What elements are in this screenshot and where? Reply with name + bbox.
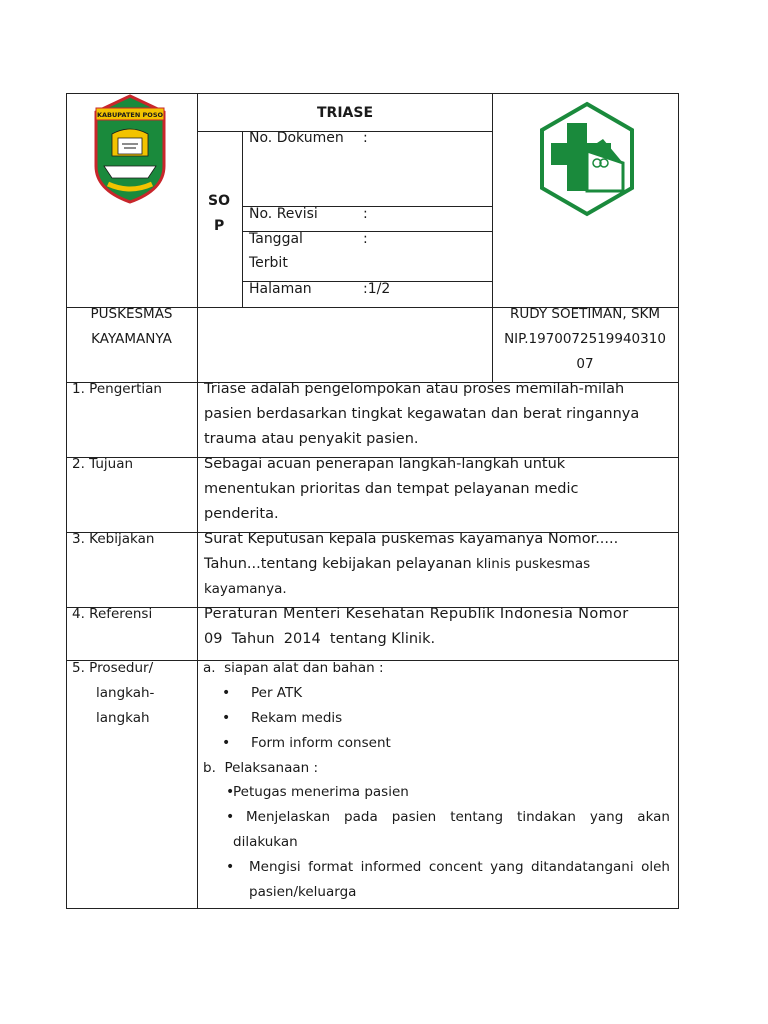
table-border <box>66 93 67 909</box>
table-border <box>678 93 679 909</box>
list-item: Per ATK <box>251 685 303 701</box>
list-item-continuation: dilakukan <box>233 834 298 850</box>
list-item: Form inform consent <box>251 735 391 751</box>
list-item-continuation: pasien/keluarga <box>249 884 357 900</box>
section-label-tujuan: 2. Tujuan <box>72 456 134 472</box>
org-name: PUSKESMAS <box>90 306 173 322</box>
sop-label: P <box>214 218 225 234</box>
section-text-kebijakan-part: Tahun...tentang kebijakan pelayanan <box>204 556 472 572</box>
table-border <box>66 908 678 909</box>
section-text-referensi: 09 Tahun 2014 tentang Klinik. <box>204 631 436 647</box>
section-text-kebijakan: kayamanya. <box>204 581 287 597</box>
field-label-halaman: Halaman <box>249 281 312 297</box>
sop-label: SO <box>208 193 230 209</box>
section-label-pengertian: 1. Pengertian <box>72 381 162 397</box>
field-value-tanggal: : <box>363 231 368 247</box>
section-text-tujuan: penderita. <box>204 506 279 522</box>
section-text-kebijakan <box>204 552 590 577</box>
signer-nip: 07 <box>576 356 594 372</box>
section-text-pengertian: trauma atau penyakit pasien. <box>204 431 419 447</box>
section-text-pengertian: pasien berdasarkan tingkat kegawatan dan berat ringannya <box>204 406 640 422</box>
prosedur-subheading-a: a. siapan alat dan bahan : <box>203 660 384 676</box>
bullet-icon: • <box>226 809 235 825</box>
prosedur-subheading-b: b. Pelaksanaan : <box>203 760 319 776</box>
section-text-tujuan: menentukan prioritas dan tempat pelayanan medic <box>204 481 579 497</box>
section-label-kebijakan: 3. Kebijakan <box>72 531 155 547</box>
bullet-icon: • <box>226 859 235 875</box>
bullet-icon: • <box>226 784 235 800</box>
list-item: Mengisi format informed concent yang ditandatangani oleh <box>249 859 670 875</box>
field-label-terbit: Terbit <box>249 255 288 271</box>
field-label-no-revisi: No. Revisi <box>249 206 318 222</box>
field-value-no-revisi: : <box>363 206 368 222</box>
bullet-icon: • <box>222 735 231 751</box>
section-text-kebijakan: Surat Keputusan kepala puskemas kayamanya Nomor..... <box>204 531 619 547</box>
list-item: Rekam medis <box>251 710 343 726</box>
section-text-pengertian: Triase adalah pengelompokan atau proses memilah-milah <box>204 381 625 397</box>
signer-nip: NIP.1970072519940310 <box>504 331 666 347</box>
signer-name: RUDY SOETIMAN, SKM <box>509 306 661 322</box>
section-label-referensi: 4. Referensi <box>72 606 153 622</box>
bullet-icon: • <box>222 685 231 701</box>
section-text-tujuan: Sebagai acuan penerapan langkah-langkah untuk <box>204 456 566 472</box>
list-item: Menjelaskan pada pasien tentang tindakan yang akan <box>246 809 670 825</box>
table-border <box>197 131 493 132</box>
bullet-icon: • <box>222 710 231 726</box>
field-value-no-dokumen: : <box>363 130 368 146</box>
table-border <box>197 93 198 909</box>
puskesmas-logo <box>537 101 637 217</box>
section-label-prosedur: langkah <box>96 710 150 726</box>
kabupaten-poso-logo <box>90 94 170 204</box>
org-name: KAYAMANYA <box>91 331 172 347</box>
field-label-tanggal: Tanggal <box>249 231 303 247</box>
field-value-halaman: :1/2 <box>363 281 391 297</box>
field-label-no-dokumen: No. Dokumen <box>249 130 344 146</box>
list-item: Petugas menerima pasien <box>233 784 409 800</box>
section-label-prosedur: langkah- <box>96 685 155 701</box>
logo-caption: KABUPATEN POSO <box>96 111 164 119</box>
document-title: TRIASE <box>316 105 374 121</box>
section-text-kebijakan-part: klinis puskesmas <box>471 556 591 572</box>
section-text-referensi: Peraturan Menteri Kesehatan Republik Indonesia Nomor <box>204 606 629 622</box>
section-label-prosedur: 5. Prosedur/ <box>72 660 154 676</box>
